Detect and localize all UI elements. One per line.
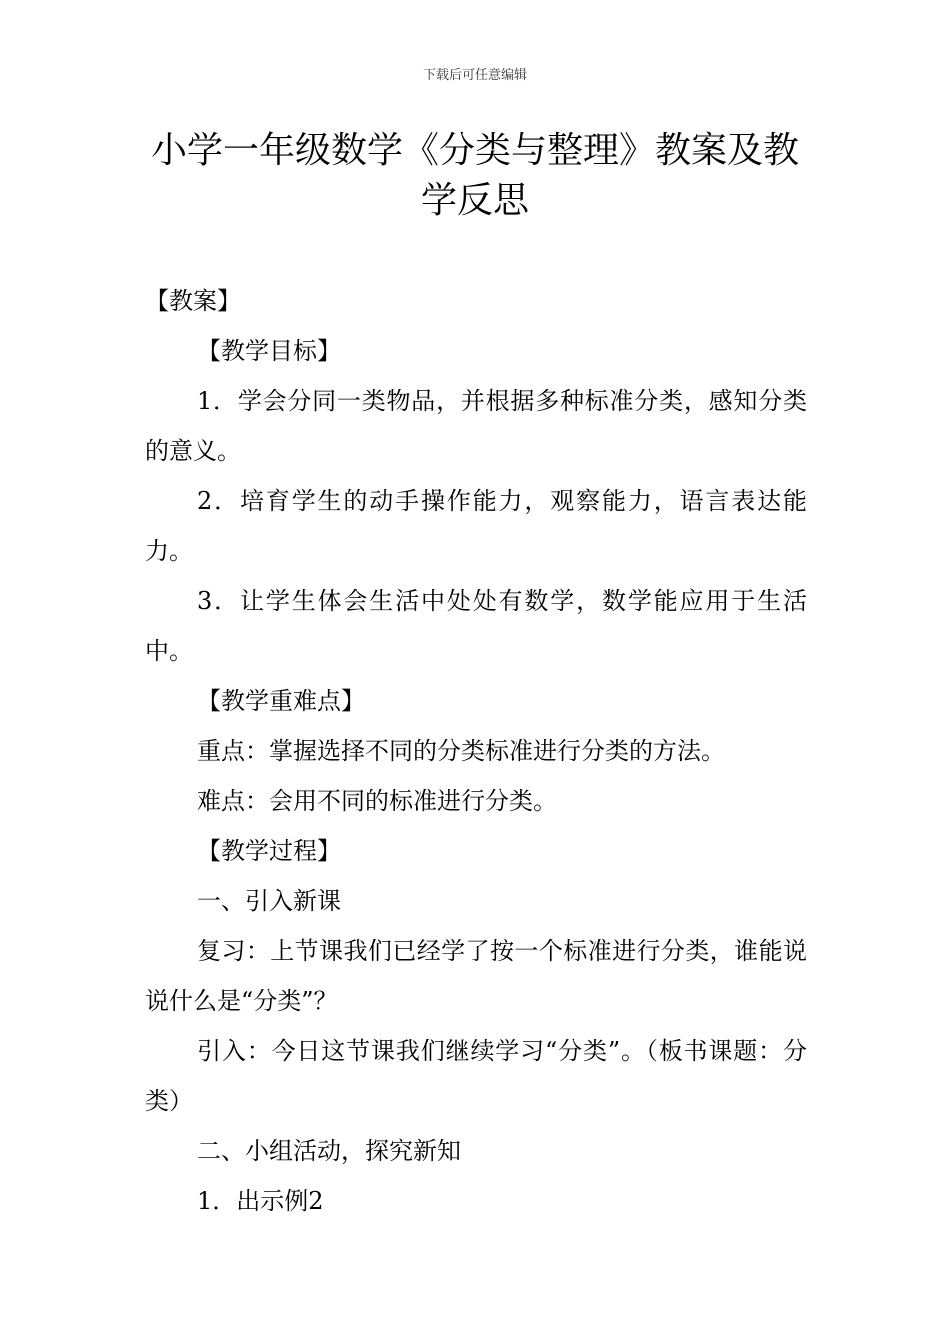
paragraph: 【教案】 <box>145 287 241 315</box>
document-body <box>145 276 807 1226</box>
paragraph: 2．培育学生的动手操作能力，观察能力，语言表达能力。 <box>145 487 807 565</box>
paragraph: 复习：上节课我们已经学了按一个标准进行分类，谁能说说什么是“分类”？ <box>145 937 807 1015</box>
paragraph: 难点：会用不同的标准进行分类。 <box>197 787 557 815</box>
paragraph: 引入：今日这节课我们继续学习“分类”。（板书课题：分类） <box>145 1037 807 1115</box>
paragraph: 二、小组活动，探究新知 <box>197 1137 461 1165</box>
paragraph: 1．学会分同一类物品，并根据多种标准分类，感知分类的意义。 <box>145 387 807 465</box>
paragraph: 重点：掌握选择不同的分类标准进行分类的方法。 <box>197 737 725 765</box>
paragraph: 【教学目标】 <box>197 337 341 365</box>
paragraph: 【教学过程】 <box>197 837 341 865</box>
paragraph: 1．出示例2 <box>197 1187 324 1215</box>
header-note: 下载后可任意编辑 <box>422 68 527 83</box>
paragraph: 一、引入新课 <box>197 887 341 915</box>
document-title: 小学一年级数学《分类与整理》教案及教学反思 <box>150 130 799 221</box>
paragraph: 【教学重难点】 <box>197 687 365 715</box>
paragraph: 3．让学生体会生活中处处有数学，数学能应用于生活中。 <box>145 587 807 665</box>
